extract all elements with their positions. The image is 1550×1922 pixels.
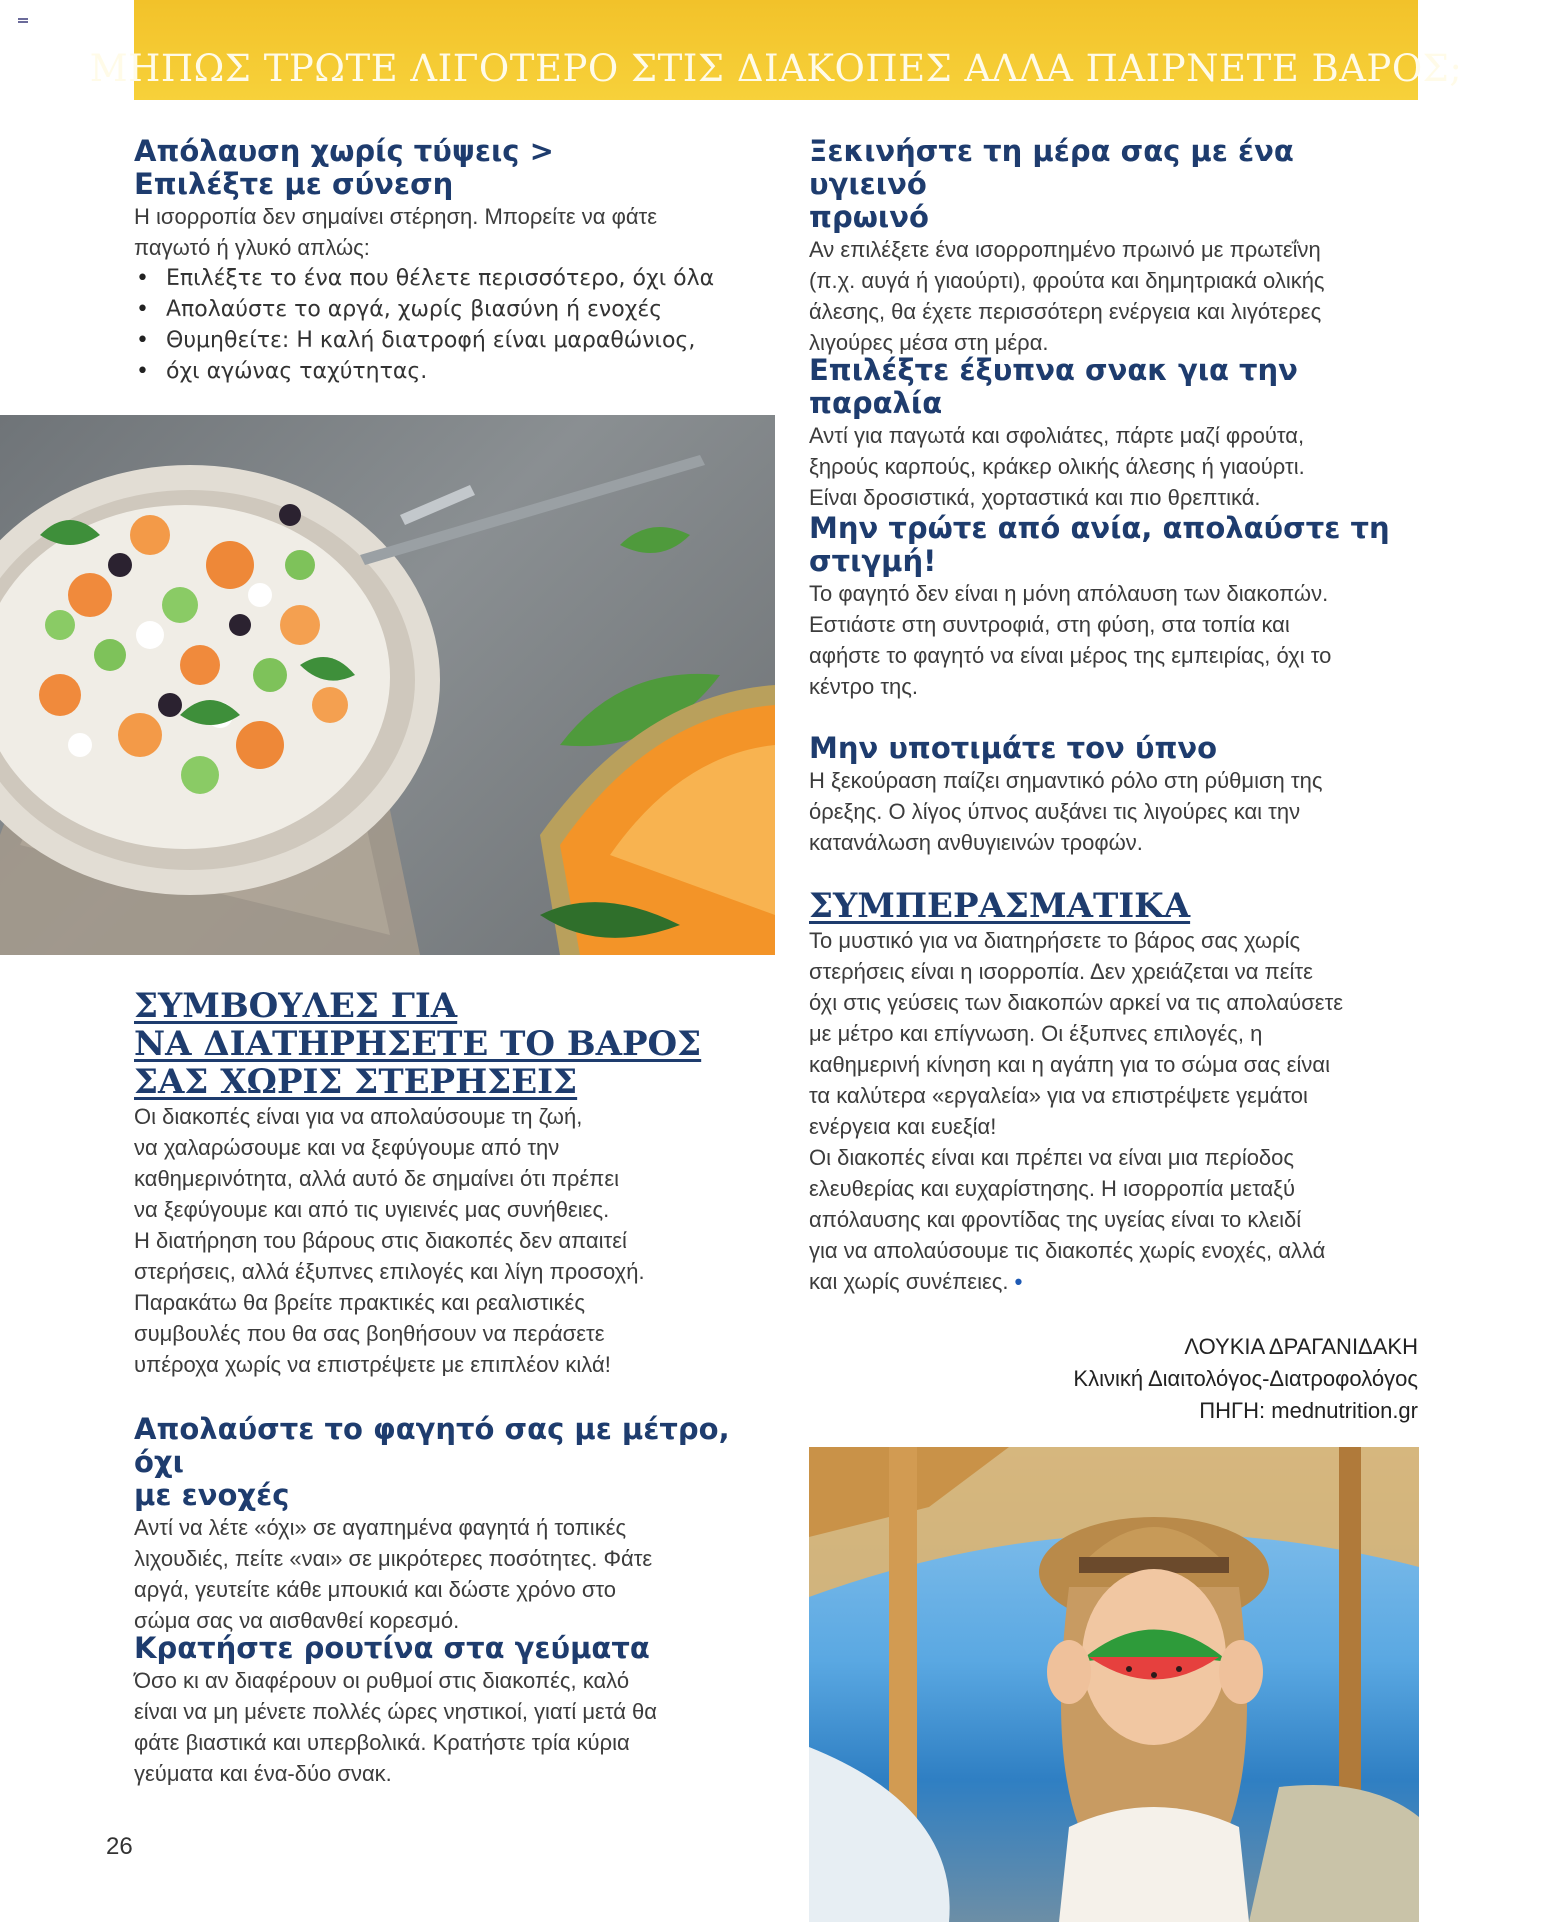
title-banner [89,0,1463,100]
section-heading: με ενοχές [134,1478,290,1512]
section-heading: Απολαύστε το φαγητό σας με μέτρο, όχι [134,1412,730,1479]
paragraph-line: κέντρο της. [809,674,919,699]
bullet-continuation: • όχι αγώνας ταχύτητας. [166,356,756,387]
paragraph-line: Οι διακοπές είναι για να απολαύσουμε τη ζωή, [134,1104,583,1129]
paragraph-line: συμβουλές που θα σας βοηθήσουν να περάσετε [134,1321,605,1346]
conclusion-heading: ΣΥΜΠΕΡΑΣΜΑΤΙΚΑ [809,886,1191,926]
paragraph-line: Αν επιλέξετε ένα ισορροπημένο πρωινό με πρωτεΐνη [809,237,1321,262]
paragraph-line: Το μυστικό για να διατηρήσετε το βάρος σας χωρίς [809,928,1301,953]
section-heading: Επιλέξτε με σύνεση [134,167,454,201]
paragraph-line: λιγούρες μέσα στη μέρα. [809,330,1049,355]
page-number: 26 [106,1833,133,1860]
tips-heading: ΣΑΣ ΧΩΡΙΣ ΣΤΕΡΗΣΕΙΣ [134,1062,578,1102]
beach-illustration [809,1447,1419,1922]
paragraph-line: ξηρούς καρπούς, κράκερ ολικής άλεσης ή γιαούρτι. [809,454,1305,479]
paragraph-line: κατανάλωση ανθυγιεινών τροφών. [809,830,1143,855]
paragraph-line: Η ισορροπία δεν σημαίνει στέρηση. Μπορείτε να φάτε [134,204,658,229]
paragraph-line: Οι διακοπές είναι και πρέπει να είναι μια περίοδος [809,1145,1295,1170]
paragraph-line: τα καλύτερα «εργαλεία» για να επιστρέψετε γεμάτοι [809,1083,1308,1108]
section-enjoy-without-guilt [134,135,756,387]
paragraph-line: στερήσεις, αλλά έξυπνες επιλογές και λίγη προσοχή. [134,1259,645,1284]
tips-heading: ΝΑ ΔΙΑΤΗΡΗΣΕΤΕ ΤΟ ΒΑΡΟΣ [134,1024,702,1064]
section-beach-snacks [809,354,1419,513]
paragraph-line: Η ξεκούραση παίζει σημαντικό ρόλο στη ρύθμιση της [809,768,1323,793]
paragraph-line: Όσο κι αν διαφέρουν οι ρυθμοί στις διακοπές, καλό [134,1668,630,1693]
paragraph-line: άλεσης, θα έχετε περισσότερη ενέργεια και λιγότερες [809,299,1322,324]
corner-mark [18,18,28,24]
paragraph-line: παγωτό ή γλυκό απλώς: [134,235,370,260]
paragraph-line: είναι να μη μένετε πολλές ώρες νηστικοί, γιατί μετά θα [134,1699,658,1724]
bullet-item: • Επιλέξτε το ένα που θέλετε περισσότερο, όχι όλα [166,263,756,294]
paragraph-line: όρεξης. Ο λίγος ύπνος αυξάνει τις λιγούρες και την [809,799,1301,824]
paragraph-line: υπέροχα χωρίς να επιστρέψετε με επιπλέον κιλά! [134,1352,611,1377]
section-heading: Κρατήστε ρουτίνα στα γεύματα [134,1631,650,1665]
author-role: Κλινική Διαιτολόγος-Διατροφολόγος [1073,1366,1418,1391]
paragraph-line: Η διατήρηση του βάρους στις διακοπές δεν απαιτεί [134,1228,627,1253]
woman-watermelon-photo [809,1447,1419,1922]
banner-title: ΜΗΠΩΣ ΤΡΩΤΕ ΛΙΓΟΤΕΡΟ ΣΤΙΣ ΔΙΑΚΟΠΕΣ ΑΛΛΑ ΠΑΙΡΝΕΤΕ ΒΑΡΟΣ; [89,47,1463,90]
bullet-item: • Θυμηθείτε: Η καλή διατροφή είναι μαραθώνιος, [166,325,756,356]
paragraph-line: γεύματα και ένα-δύο σνακ. [134,1761,392,1786]
paragraph-line: με μέτρο και επίγνωση. Οι έξυπνες επιλογές, η [809,1021,1263,1046]
salad-illustration [0,415,775,955]
paragraph-line: Αντί για παγωτά και σφολιάτες, πάρτε μαζί φρούτα, [809,423,1305,448]
bullet-list [134,263,756,387]
paragraph-line: (π.χ. αυγά ή γιαούρτι), φρούτα και δημητριακά ολικής [809,268,1325,293]
author-name: ΛΟΥΚΙΑ ΔΡΑΓΑΝΙΔΑΚΗ [1184,1334,1418,1359]
section-heading: στιγμή! [809,544,937,578]
paragraph-line: αργά, γευτείτε κάθε μπουκιά και δώστε χρόνο στο [134,1577,617,1602]
section-meal-routine [134,1632,756,1789]
paragraph-line: Αντί να λέτε «όχι» σε αγαπημένα φαγητά ή τοπικές [134,1515,627,1540]
paragraph-line: Το φαγητό δεν είναι η μόνη απόλαυση των διακοπών. [809,581,1329,606]
paragraph-line: Είναι δροσιστικά, χορταστικά και πιο θρεπτικά. [809,485,1261,510]
section-heading: Επιλέξτε έξυπνα σνακ για την παραλία [809,353,1298,420]
salad-photo [0,415,775,955]
paragraph-line: φάτε βιαστικά και υπερβολικά. Κρατήστε τρία κύρια [134,1730,630,1755]
section-heading: Ξεκινήστε τη μέρα σας με ένα υγιεινό [809,134,1294,201]
paragraph-line: απόλαυσης και φροντίδας της υγείας είναι το κλειδί [809,1207,1302,1232]
section-sleep [809,732,1419,858]
section-heading: Μην υποτιμάτε τον ύπνο [809,731,1218,765]
section-breakfast [809,135,1419,358]
source-credit: ΠΗΓΗ: mednutrition.gr [1199,1398,1418,1423]
paragraph-line: Εστιάστε στη συντροφιά, στη φύση, στα τοπία και [809,612,1290,637]
paragraph-line: ελευθερίας και ευχαρίστησης. Η ισορροπία μεταξύ [809,1176,1296,1201]
paragraph-line: Παρακάτω θα βρείτε πρακτικές και ρεαλιστικές [134,1290,585,1315]
paragraph-line: στερήσεις είναι η ισορροπία. Δεν χρειάζεται να πείτε [809,959,1313,984]
paragraph-line: να χαλαρώσουμε και να ξεφύγουμε από την [134,1135,560,1160]
paragraph-line: καθημερινή κίνηση και η αγάπη για το σώμα σας είναι [809,1052,1330,1077]
last-line-text: και χωρίς συνέπειες. [809,1269,1009,1294]
section-tips-intro [134,987,756,1380]
end-mark: • [1014,1269,1023,1294]
section-moderation [134,1413,756,1636]
author-signature [1073,1331,1418,1427]
bullet-item: • Απολαύστε το αργά, χωρίς βιασύνη ή ενοχές [166,294,756,325]
paragraph-line: να ξεφύγουμε και από τις υγιεινές μας συνήθειες. [134,1197,610,1222]
tips-heading: ΣΥΜΒΟΥΛΕΣ ΓΙΑ [134,986,458,1026]
paragraph-line: για να απολαύσουμε τις διακοπές χωρίς ενοχές, αλλά [809,1238,1326,1263]
section-heading: Απόλαυση χωρίς τύψεις > [134,134,554,168]
paragraph-line: καθημερινότητα, αλλά αυτό δε σημαίνει ότι πρέπει [134,1166,620,1191]
paragraph-line: αφήστε το φαγητό να είναι μέρος της εμπειρίας, όχι το [809,643,1332,668]
section-conclusion [809,887,1419,1297]
section-heading: Μην τρώτε από ανία, απολαύστε τη [809,511,1390,545]
paragraph-line: σώμα σας να αισθανθεί κορεσμό. [134,1608,460,1633]
paragraph-line: όχι στις γεύσεις των διακοπών αρκεί να τις απολαύσετε [809,990,1344,1015]
section-heading: πρωινό [809,200,929,234]
paragraph-line-last [809,1266,1419,1297]
paragraph-line: λιχουδιές, πείτε «ναι» σε μικρότερες ποσότητες. Φάτε [134,1546,653,1571]
section-boredom [809,512,1419,702]
paragraph-line: ενέργεια και ευεξία! [809,1114,997,1139]
